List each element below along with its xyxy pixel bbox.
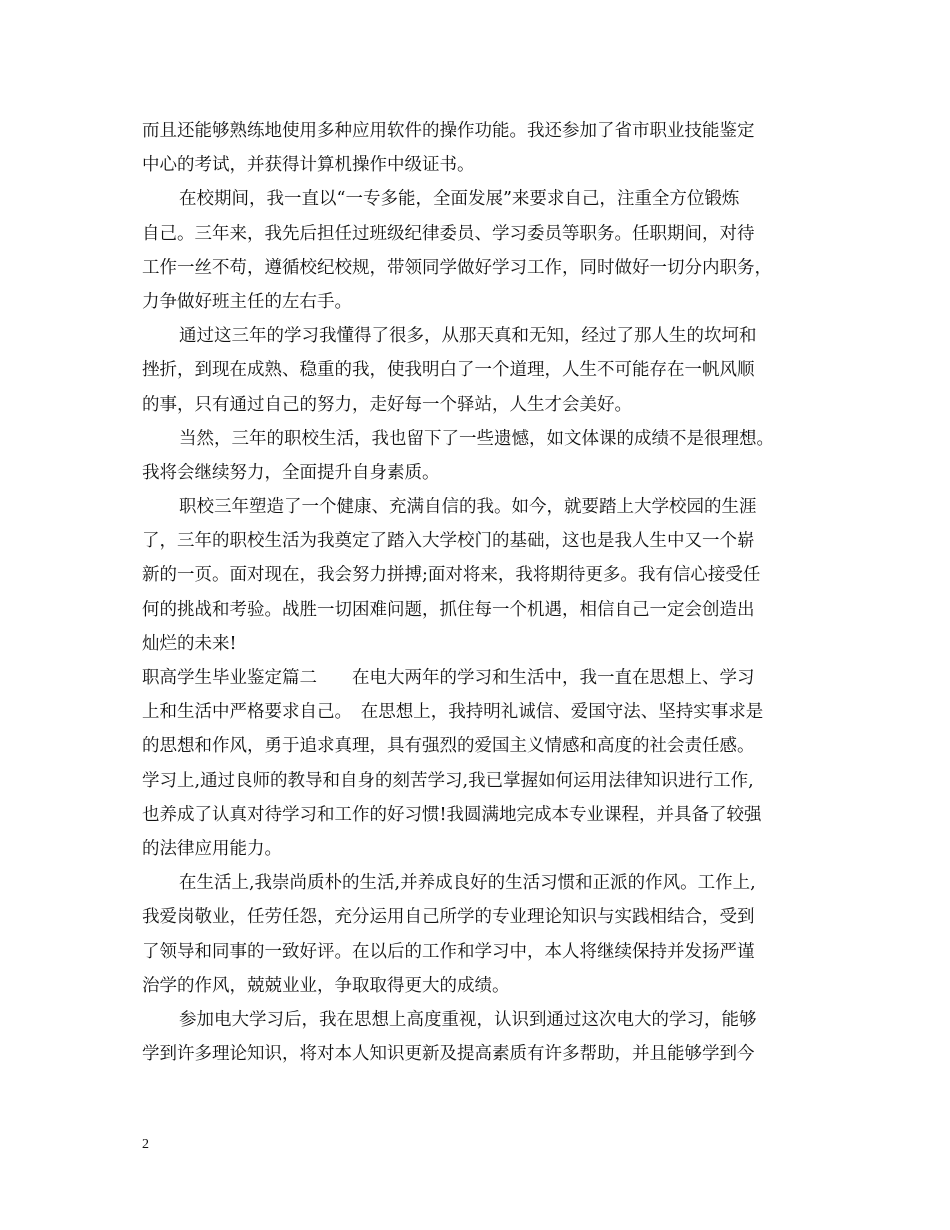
page-number: 2	[142, 1137, 149, 1152]
text-line: 新的一页。面对现在，我会努力拼搏;面对将来，我将期待更多。我有信心接受任	[142, 565, 761, 586]
text-line: 我将会继续努力，全面提升自身素质。	[142, 462, 440, 483]
text-line: 我爱岗敬业，任劳任怨，充分运用自己所学的专业理论知识与实践相结合，受到	[142, 907, 755, 928]
text-line: 工作一丝不苟，遵循校纪校规，带领同学做好学习工作，同时做好一切分内职务，	[142, 257, 772, 278]
text-line: 治学的作风，兢兢业业，争取取得更大的成绩。	[142, 975, 510, 996]
text-line: 自己。三年来，我先后担任过班级纪律委员、学习委员等职务。任职期间，对待	[142, 223, 755, 244]
text-line: 职校三年塑造了一个健康、充满自信的我。如今，就要踏上大学校园的生涯	[179, 497, 757, 518]
text-line: 的思想和作风，勇于追求真理，具有强烈的爱国主义情感和高度的社会责任感。	[142, 736, 755, 757]
text-line: 也养成了认真对待学习和工作的好习惯!我圆满地完成本专业课程，并具备了较强	[142, 804, 762, 825]
text-line: 的法律应用能力。	[142, 838, 282, 859]
text-line: 了，三年的职校生活为我奠定了踏入大学校门的基础，这也是我人生中又一个崭	[142, 531, 755, 552]
text-line: 何的挑战和考验。战胜一切困难问题，抓住每一个机遇，相信自己一定会创造出	[142, 599, 755, 620]
text-line: 通过这三年的学习我懂得了很多，从那天真和无知，经过了那人生的坎坷和	[179, 326, 757, 347]
text-line: 学到许多理论知识，将对本人知识更新及提高素质有许多帮助，并且能够学到今	[142, 1044, 755, 1065]
text-line: 灿烂的未来!	[142, 633, 237, 654]
text-line: 学习上,通过良师的教导和自身的刻苦学习,我已掌握如何运用法律知识进行工作,	[142, 770, 754, 791]
text-line: 力争做好班主任的左右手。	[142, 291, 352, 312]
text-line: 而且还能够熟练地使用多种应用软件的操作功能。我还参加了省市职业技能鉴定	[142, 121, 755, 141]
text-line: 职高学生毕业鉴定篇二 在电大两年的学习和生活中，我一直在思想上、学习	[142, 668, 755, 688]
text-line: 中心的考试，并获得计算机操作中级证书。	[142, 155, 475, 176]
text-line: 挫折，到现在成熟、稳重的我，使我明白了一个道理，人生不可能存在一帆风顺	[142, 360, 755, 381]
text-line: 在生活上,我崇尚质朴的生活,并养成良好的生活习惯和正派的作风。工作上,	[179, 873, 756, 894]
text-line: 上和生活中严格要求自己。 在思想上，我持明礼诚信、爱国守法、坚持实事求是	[142, 702, 764, 723]
text-line: 当然，三年的职校生活，我也留下了一些遗憾，如文体课的成绩不是很理想。	[179, 428, 774, 449]
text-line: 在校期间，我一直以“一专多能，全面发展”来要求自己，注重全方位锻炼	[179, 189, 740, 210]
text-line: 了领导和同事的一致好评。在以后的工作和学习中，本人将继续保持并发扬严谨	[142, 941, 755, 962]
text-line: 参加电大学习后，我在思想上高度重视，认识到通过这次电大的学习，能够	[179, 1009, 757, 1030]
body-text	[142, 114, 822, 1071]
text-line: 的事，只有通过自己的努力，走好每一个驿站，人生才会美好。	[142, 394, 632, 415]
